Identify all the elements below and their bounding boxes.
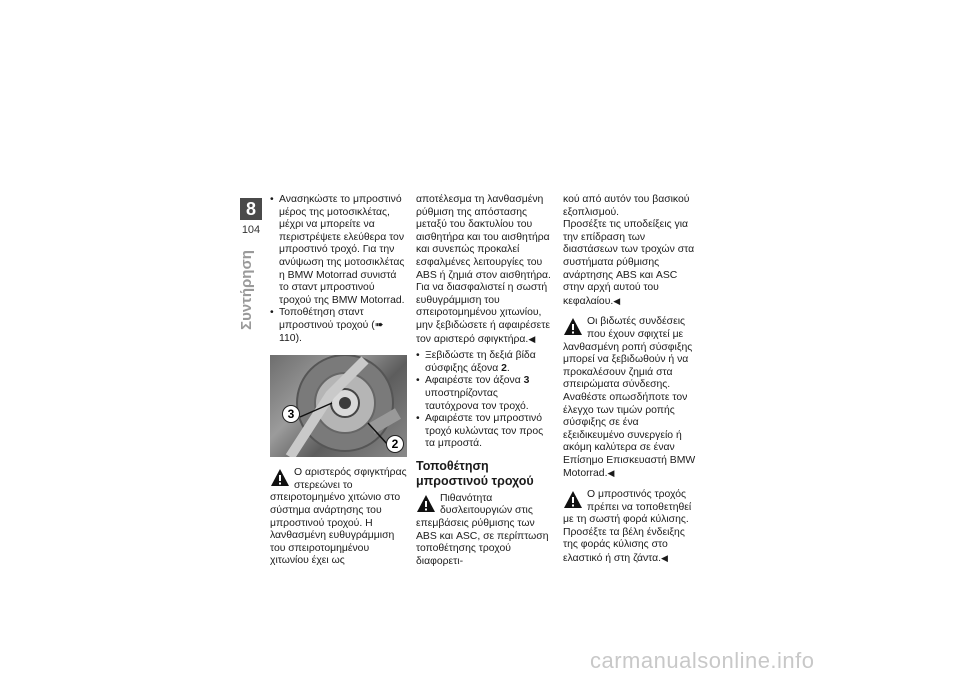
page-number: 104 — [241, 224, 261, 236]
section-heading: Τοποθέτηση μπροστινού τροχού — [416, 458, 534, 488]
list-text: Ξεβιδώστε τη δεξιά βίδα σύσφιξης άξονα — [425, 350, 536, 374]
paragraph — [563, 219, 701, 308]
part-number: 2 — [501, 362, 507, 374]
warning-block — [563, 316, 701, 481]
list-item — [416, 375, 554, 413]
warning-text-continued — [563, 527, 701, 566]
chapter-side-title: Συντήρηση — [238, 250, 255, 330]
bullet-list — [416, 350, 554, 451]
warning-text: Πιθανότητα δυσλειτουργιών στις επεμβάσεις ρύθμισης των ABS και ASC, σε περίπτωση τοποθέτησης τροχού διαφορετι- — [416, 492, 549, 567]
paragraph-text: Προσέξτε τις υποδείξεις για την επίδραση των διαστάσεων των τροχών στα συστήματα ρύθμισης ανάρτησης ABS και ASC στην αρχή αυτού του κεφαλαίου. — [563, 219, 695, 307]
end-mark-icon: ◀ — [661, 553, 668, 564]
warning-text: Οι βιδωτές συνδέσεις που έχουν σφιχτεί με λανθασμένη ροπή σύσφιξης μπορεί να ξεβιδωθούν ή να προκαλέσουν ζημιά στα σπειρώματα σύνδεσης. — [563, 316, 693, 391]
warning-triangle-icon — [563, 317, 583, 337]
paragraph-text: Για να διασφαλιστεί η σωστή ευθυγράμμιση του σπειροτομημένου χιτωνίου, μην ξεβιδώσετε ή αφαιρέσετε τον αριστερό σφιγκτήρα. — [416, 282, 551, 345]
list-text: Αφαιρέστε τον άξονα — [425, 375, 524, 387]
callout-axle: 3 — [282, 405, 300, 423]
callout-clamp-bolt: 2 — [386, 435, 404, 453]
part-number: 3 — [523, 375, 530, 387]
warning-triangle-icon — [563, 490, 583, 510]
end-mark-icon: ◀ — [607, 468, 615, 479]
warning-block — [416, 493, 554, 569]
warning-text: Ο μπροστινός τροχός πρέπει να τοποθετηθεί με τη σωστή φορά κύλισης. — [563, 489, 692, 526]
watermark: carmanualsonline.info — [590, 648, 815, 673]
end-mark-icon: ◀ — [528, 333, 536, 344]
end-mark-icon: ◀ — [613, 295, 621, 306]
column-3 — [563, 194, 701, 566]
warning-block — [270, 467, 408, 568]
list-item — [416, 413, 554, 451]
paragraph: αποτέλεσμα τη λανθασμένη ρύθμιση της απόστασης μεταξύ του δακτυλίου του αισθητήρα και του αισθητήρα και συνεπώς προκαλεί εσφαλμένες λειτουργίες του ABS ή ζημιά στον αισθητήρα. — [416, 194, 551, 281]
paragraph: κού από αυτόν του βασικού εξοπλισμού. — [563, 194, 690, 218]
paragraph-text: Αναθέστε οπωσδήποτε τον έλεγχο των τιμών ροπής σύσφιξης σε ένα εξειδικευμένο συνεργείο ή ακόμη καλύτερα σε έναν Επίσημο Επισκευαστή BMW Motorrad. — [563, 391, 696, 480]
wheel-axle-photo — [270, 355, 407, 457]
list-item: • Ανασηκώστε το μπροστινό μέρος της μοτοσικλέτας, μέχρι να μπορείτε να περιστρέψετε ελεύθερα τον μπροστινό τροχό. Για την ανύψωση της μοτοσικλέτας η BMW Motorrad συνιστά το σταντ μπροστινού τροχού της BMW Motorrad. — [270, 194, 408, 307]
list-text: υποστηρίζοντας ταυτόχρονα τον τροχό. — [425, 387, 529, 412]
paragraph — [416, 282, 554, 346]
list-item — [416, 350, 554, 375]
warning-triangle-icon — [270, 468, 290, 488]
warning-triangle-icon — [416, 494, 436, 514]
list-text: Αφαιρέστε τον μπροστινό τροχό κυλώντας τον προς τα μπροστά. — [425, 413, 544, 450]
warning-text-continued — [563, 392, 701, 481]
list-text: . — [506, 362, 510, 374]
list-item: • Τοποθέτηση σταντ μπροστινού τροχού (➠ 110). — [270, 307, 408, 345]
bullet-list — [270, 194, 408, 345]
warning-text: Ο αριστερός σφιγκτήρας στερεώνει το σπειροτομημένο χιτώνιο στο σύστημα ανάρτησης του μπροστινού τροχού. Η λανθασμένη ευθυγράμμιση του σπειροτομημένου χιτωνίου έχει ως — [270, 467, 407, 567]
paragraph-text: Προσέξτε τα βέλη ένδειξης της φοράς κύλισης στο ελαστικό ή στη ζάντα. — [563, 526, 685, 565]
column-2 — [416, 194, 554, 568]
warning-block — [563, 489, 701, 566]
column-1 — [270, 194, 408, 568]
chapter-number: 8 — [240, 198, 262, 220]
